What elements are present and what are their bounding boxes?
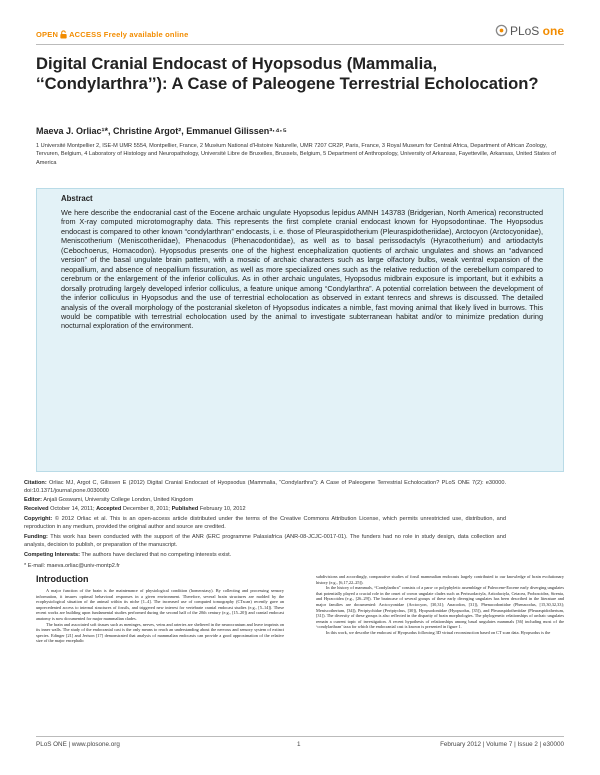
copyright: Copyright: © 2012 Orliac et al. This is an open-access article distributed under the terms of the Creative Commons Attribution License, which permits unrestricted use, distribution, and reproduction in any medium, provided the original author and source are credited. <box>24 516 507 530</box>
section-heading-introduction: Introduction <box>36 574 89 584</box>
body-paragraph: subdivisions and accordingly, comparative studies of fossil mammalian endocasts largely contributed to our knowledge of brain evolutionary history (e.g., [6,17,22–25]). <box>316 574 564 585</box>
footer-issue: February 2012 | Volume 7 | Issue 2 | e30000 <box>440 741 564 748</box>
abstract-text: We here describe the endocranial cast of the Eocene archaic ungulate Hyopsodus lepidus AMNH 143783 (Bridgerian, North America) reconstructed from X-ray computed microtomography data. This represents the first complete cranial endocast known for Hyopsodontinae. The Hyopsodus endocast is compared to other known “condylarthran” endocasts, i. e. those of Pleuraspidotherium (Pleuraspidotheriidae), Arctocyon (Arctocyonidae), Meniscotherium (Meniscotheriidae), Phenacodus (Phenacodontidae), as well as to basal perissodactyls (Hyracotherium) and artiodactyls (Cebochoerus, Homacodon). Hyopsodus presents one of the highest encephalization quotients of archaic ungulates and shows an “advanced version” of the basal ungulate brain pattern, with a mosaic of archaic characters such as large olfactory bulbs, weak ventral expansion of the neopallium, and absence of neopallium fissuration, as well as more specialized ones such as the relative reduction of the cerebellum compared to cerebrum or the enlargement of the inferior colliculus. As in other archaic ungulates, Hyopsodus midbrain exposure is important, but it exhibits a dorsally protruding largely developed inferior colliculus, a feature unique among “Condylarthra”. A potential correlation between the development of the inferior colliculus in Hyopsodus and the use of terrestrial echolocation as observed in extant tenrecs and shrews is discussed. The detailed analysis of the overall morphology of the postcranial skeleton of Hyopsodus indicates a nimble, fast moving animal that likely lived in burrows. This would be compatible with terrestrial echolocation used by the animal to investigate subterranean habitat and/or to minimize predation during nocturnal exploration of the environment. <box>61 208 543 331</box>
plos-one-logo: PLoS one <box>495 24 564 38</box>
footer-journal-url: PLoS ONE | www.plosone.org <box>36 741 120 748</box>
right-column <box>316 574 564 636</box>
body-paragraph: In this work, we describe the endocast of Hyopsodus following 3D virtual reconstruction based on CT scan data. Hyopsodus is the <box>326 629 551 635</box>
author-list: Maeva J. Orliac¹*, Christine Argot², Emmanuel Gilissen³·⁴·⁵ <box>36 126 287 136</box>
abstract-box <box>36 188 564 472</box>
header-divider <box>36 44 564 45</box>
funding: Funding: This work has been conducted with the support of the ANR (ERC programme Palasiafrica (ANR-08-JCJC-0017-01). The funders had no role in study design, data collection and analysis, decision to publish, or preparation of the manuscript. <box>24 534 506 548</box>
dates: Received October 14, 2011; Accepted December 8, 2011; Published February 10, 2012 <box>24 506 246 512</box>
plos-logo-icon <box>495 24 508 37</box>
left-column <box>36 588 284 644</box>
competing-interests: Competing Interests: The authors have declared that no competing interests exist. <box>24 552 232 558</box>
journal-header <box>36 24 564 44</box>
editor: Editor: Anjali Goswami, University College London, United Kingdom <box>24 497 194 503</box>
body-paragraph: A major function of the brain is the maintenance of physiological condition (homeostasy). By collecting and processing sensory information, it insures optimal behavioral responses in a given environment. Therefore, several brain structures are molded by the ecophysiological situation of the animal within its niche [1–4]. The increased use of computed tomography (CTscan) recently gave an unprecedented access to internal structures of fossils, and triggered new interest for vertebrate cranial endocast studies (e.g., [5–14]). These recent works are building upon fundamental studies performed during the second half of the 20th century (e.g., [15–20]) and cranial endocast anatomy is now documented for major mammalian clades. <box>36 588 284 621</box>
open-access-badge: OPEN ACCESS Freely available online <box>36 30 189 39</box>
citation: Citation: Orliac MJ, Argot C, Gilissen E (2012) Digital Cranial Endocast of Hyopsodus (Mammalia, “Condylarthra”): A Case of Paleogene Terrestrial Echolocation? PLoS ONE 7(2): e30000. doi:10.1371/journal.pone.0030000 <box>24 480 506 494</box>
abstract-heading: Abstract <box>61 194 93 203</box>
footer-divider <box>36 736 564 737</box>
affiliations: 1 Université Montpellier 2, ISE-M UMR 5554, Montpellier, France, 2 Muséum National d’Histoire Naturelle, UMR 7207 CR2P, Paris, France, 3 Royal Museum for Central Africa, Department of African Zoology, Tervuren, Belgium, 4 Laboratory of Histology and Neuropathology, Université Libre de Bruxelles, Brussels, Belgium, 5 Department of Anthropology, University of Arkansas, Fayetteville, Arkansas, United States of America <box>36 143 556 166</box>
body-paragraph: The brain and associated soft tissues such as meninges, nerves, veins and arteries are sheltered in the neurocranium and leave imprints on its inner walls. The study of the endocranial cast is the only means to reach an understanding about the nervous and sensory system of extinct species. Edinger [21] and Jerison [17] demonstrated that analysis of mammalian endocasts can provide a good approximation of the relative size of the major encephalic <box>36 621 284 644</box>
body-paragraph: In the history of mammals, “Condylarthra” consists of a para- or polyphyletic assemblage of Paleocene-Eocene early diverging ungulates that potentially played a crucial role in the onset of crown ungulate clades such as Perissodactyla, Artiodactyla, Cetacea, Proboscidea, Sirenia, and Hyracoidea (e.g., [26–29]). The braincase of several groups of these early diverging ungulates has been described in the literature and major families are documented: Arctocyonidae (Arctocyon, [30,31]; Anacodon, [31]), Phenacodontidae (Phenacodus, [15,30,32,33]; Meniscotherium, [34]), Periptychidae (Periptychus, [30]), Hyopsodontidae (Hyopsodus, [35]), and Pleuraspidotheriidae (Pleuraspidotherium, [31]). The diversity of these groups is also reflected in the disparity of brain morphologies. The phylogenetic relationships of archaic ungulates remain a current topic of investigation. A recent hypothesis of relationships among basal ungulates mammals [36] including most of the ‘condylarthran’ taxa for which the endocranial cast is known is presented in figure 1. <box>316 585 564 630</box>
footer-page-number: 1 <box>297 741 301 748</box>
open-lock-icon <box>59 30 68 39</box>
article-title: Digital Cranial Endocast of Hyopsodus (Mammalia, ‘‘Condylarthra’’): A Case of Paleogene Terrestrial Echolocation? <box>36 54 539 93</box>
corresponding-email: * E-mail: maeva.orliac@univ-montp2.fr <box>24 563 120 569</box>
